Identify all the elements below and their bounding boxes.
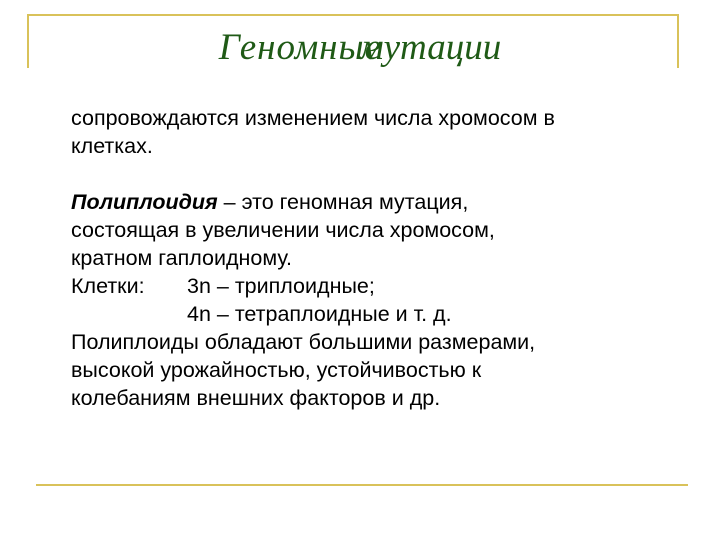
definition-line-3: кратном гаплоидному. [71, 246, 292, 270]
properties-line-2: высокой урожайностью, устойчивостью к [71, 358, 482, 382]
paragraph-gap [71, 160, 671, 188]
slide-title [0, 26, 720, 70]
frame-top-line [27, 14, 677, 16]
title-word-2: мутации [360, 27, 502, 68]
term-polyploidy: Полиплоидия [71, 190, 218, 214]
frame-bottom-line [36, 484, 688, 486]
title-word-1: Геномные [218, 27, 383, 68]
definition-rest: – это геномная мутация, [217, 190, 469, 214]
slide-body [71, 104, 671, 412]
cells-label: Клетки: [71, 274, 145, 298]
intro-line-1: сопровождаются изменением числа хромосом в [71, 106, 555, 130]
cells-item-tetraploid: 4n – тетраплоидные и т. д. [187, 302, 452, 326]
intro-line-2: клетках. [71, 134, 153, 158]
properties-line-3: колебаниям внешних факторов и др. [71, 386, 441, 410]
cells-item-triploid: 3n – триплоидные; [187, 274, 375, 298]
cells-line-1 [71, 272, 671, 300]
definition-line-2: состоящая в увеличении числа хромосом, [71, 218, 495, 242]
definition-line-1 [71, 188, 671, 216]
properties-line-1: Полиплоиды обладают большими размерами, [71, 330, 536, 354]
